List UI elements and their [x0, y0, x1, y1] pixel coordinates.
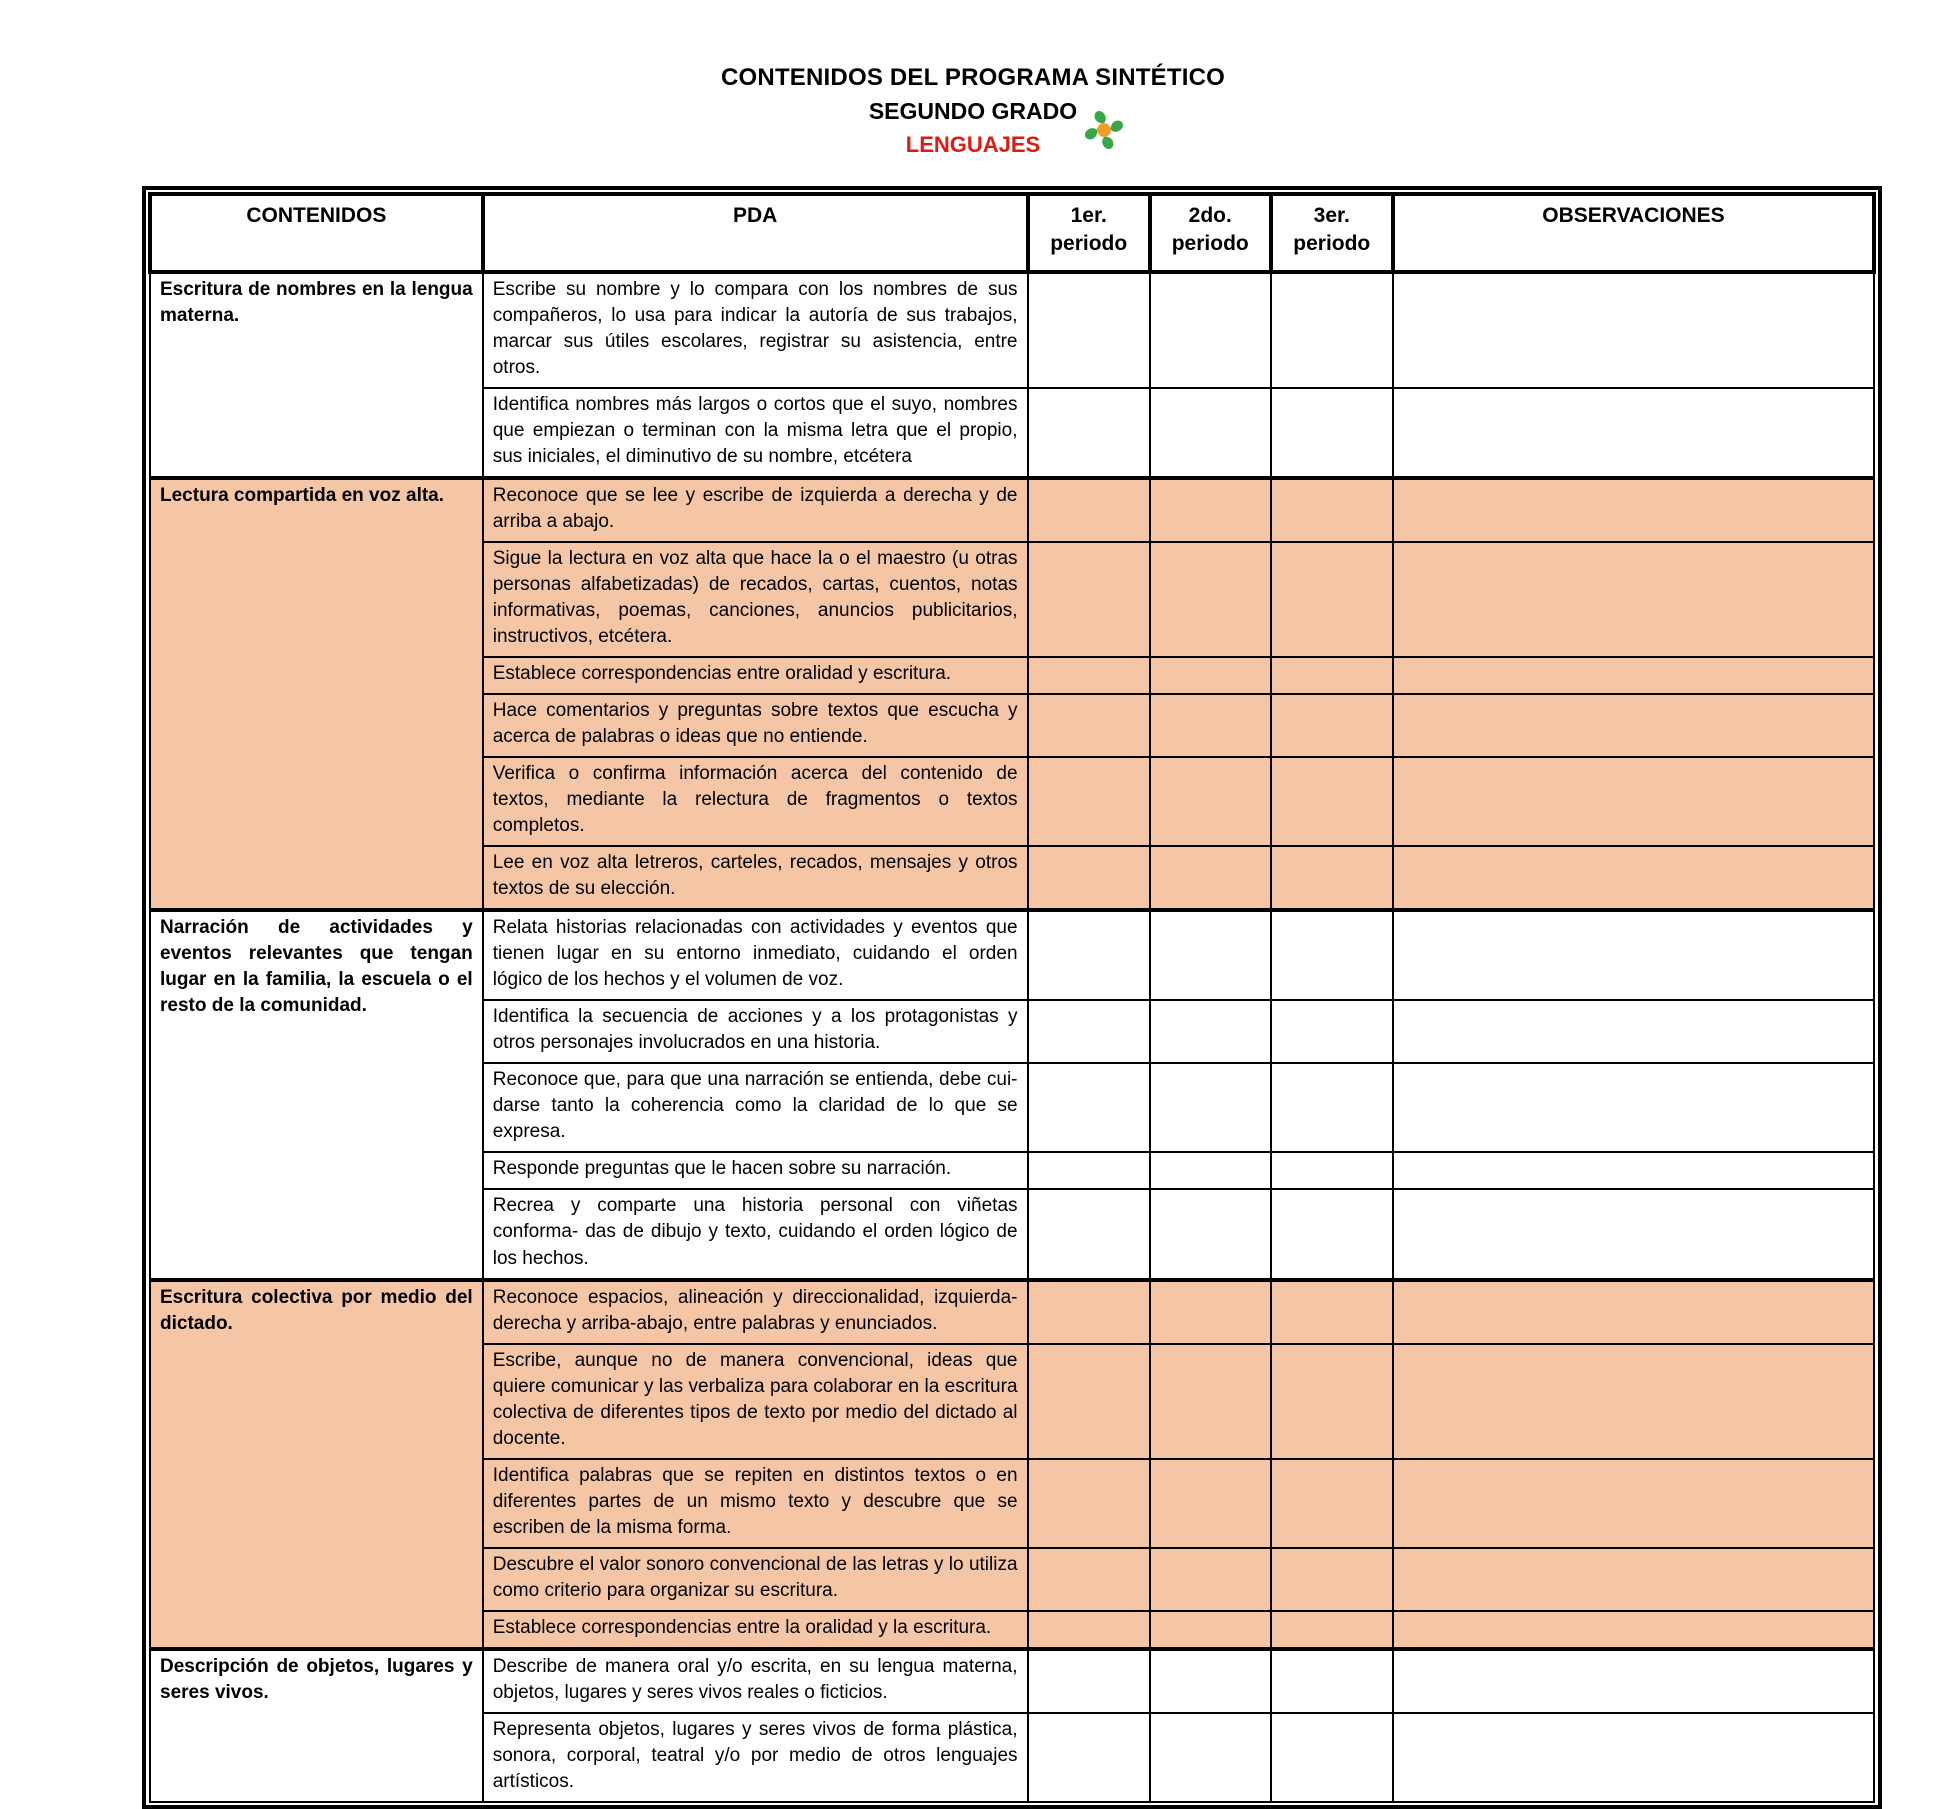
observaciones-cell: [1393, 1189, 1874, 1279]
periodo-3-cell: [1271, 846, 1393, 910]
periodo-2-cell: [1150, 1649, 1271, 1713]
periodo-1-cell: [1028, 757, 1150, 846]
contenido-cell: Escritura colectiva por medio del dictado.: [150, 1280, 483, 1649]
periodo-1-cell: [1028, 1000, 1150, 1063]
table-row: [150, 1649, 1874, 1713]
periodo-1-cell: [1028, 1344, 1150, 1459]
periodo-1-cell: [1028, 542, 1150, 657]
contenido-cell: Descripción de objetos, lugares y seres vivos.: [150, 1649, 483, 1802]
doc-section-title: LENGUAJES: [905, 132, 1041, 157]
pda-cell: Identifica la secuencia de acciones y a los protagonistas y otros personajes involucrados en una historia.: [483, 1000, 1028, 1063]
periodo-3-cell: [1271, 657, 1393, 694]
periodo-1-cell: [1028, 1548, 1150, 1611]
periodo-2-cell: [1150, 846, 1271, 910]
periodo-3-cell: [1271, 1000, 1393, 1063]
pda-cell: Representa objetos, lugares y seres vivos de forma plástica, sonora, corporal, teatral y/o por medio de otros lenguajes artísticos.: [483, 1713, 1028, 1802]
observaciones-cell: [1393, 694, 1874, 757]
observaciones-cell: [1393, 1459, 1874, 1548]
pda-cell: Reconoce que se lee y escribe de izquierda a derecha y de arriba a abajo.: [483, 478, 1028, 542]
observaciones-cell: [1393, 1548, 1874, 1611]
observaciones-cell: [1393, 542, 1874, 657]
pda-cell: Verifica o confirma información acerca del contenido de textos, mediante la relectura de fragmentos o textos completos.: [483, 757, 1028, 846]
table-row: [150, 272, 1874, 388]
observaciones-cell: [1393, 1152, 1874, 1189]
periodo-3-cell: [1271, 1152, 1393, 1189]
doc-subtitle: SEGUNDO GRADO: [868, 98, 1078, 124]
pda-cell: Hace comentarios y preguntas sobre textos que escucha y acerca de palabras o ideas que no entiende.: [483, 694, 1028, 757]
periodo-2-cell: [1150, 1548, 1271, 1611]
pda-cell: Descubre el valor sonoro convencional de las letras y lo utiliza como criterio para organizar su escritura.: [483, 1548, 1028, 1611]
periodo-1-cell: [1028, 272, 1150, 388]
periodo-2-cell: [1150, 1063, 1271, 1152]
periodo-2-cell: [1150, 694, 1271, 757]
periodo-1-cell: [1028, 1063, 1150, 1152]
periodo-3-cell: [1271, 1611, 1393, 1649]
pda-cell: Reconoce espacios, alineación y direccionalidad, izquierda-derecha y arriba-abajo, entre palabras y enunciados.: [483, 1280, 1028, 1344]
periodo-3-cell: [1271, 1280, 1393, 1344]
doc-subtitle-row: [0, 98, 1946, 128]
periodo-1-cell: [1028, 1713, 1150, 1802]
periodo-3-cell: [1271, 1713, 1393, 1802]
periodo-2-cell: [1150, 757, 1271, 846]
periodo-3-cell: [1271, 1649, 1393, 1713]
observaciones-cell: [1393, 388, 1874, 478]
periodo-1-cell: [1028, 694, 1150, 757]
contents-table-frame: [142, 186, 1882, 1809]
contenido-cell: Lectura compartida en voz alta.: [150, 478, 483, 910]
table-row: [150, 1280, 1874, 1344]
periodo-2-cell: [1150, 1344, 1271, 1459]
periodo-1-cell: [1028, 1459, 1150, 1548]
periodo-3-cell: [1271, 1459, 1393, 1548]
periodo-2-cell: [1150, 1189, 1271, 1279]
periodo-3-cell: [1271, 757, 1393, 846]
observaciones-cell: [1393, 1000, 1874, 1063]
observaciones-cell: [1393, 910, 1874, 1000]
observaciones-cell: [1393, 657, 1874, 694]
periodo-3-cell: [1271, 542, 1393, 657]
pda-cell: Escribe su nombre y lo compara con los nombres de sus compañeros, lo usa para indicar la autoría de sus trabajos, marcar sus útiles escolares, registrar su asistencia, entre otros.: [483, 272, 1028, 388]
periodo-2-cell: [1150, 1000, 1271, 1063]
observaciones-cell: [1393, 1344, 1874, 1459]
pda-cell: Reconoce que, para que una narración se entienda, debe cui- darse tanto la coherencia como la claridad de lo que se expresa.: [483, 1063, 1028, 1152]
flower-pinwheel-logo-icon: [1081, 108, 1127, 152]
periodo-3-cell: [1271, 1189, 1393, 1279]
pda-cell: Identifica palabras que se repiten en distintos textos o en diferentes partes de un mismo texto y descubre que se escriben de la misma forma.: [483, 1459, 1028, 1548]
header-observaciones: OBSERVACIONES: [1393, 194, 1874, 272]
observaciones-cell: [1393, 1611, 1874, 1649]
table-body: [150, 272, 1874, 1802]
periodo-3-cell: [1271, 910, 1393, 1000]
periodo-1-cell: [1028, 1280, 1150, 1344]
periodo-3-cell: [1271, 272, 1393, 388]
periodo-3-cell: [1271, 1344, 1393, 1459]
periodo-2-cell: [1150, 1611, 1271, 1649]
header-periodo-3: 3er. periodo: [1271, 194, 1393, 272]
observaciones-cell: [1393, 1713, 1874, 1802]
periodo-1-cell: [1028, 388, 1150, 478]
observaciones-cell: [1393, 846, 1874, 910]
periodo-2-cell: [1150, 272, 1271, 388]
periodo-1-cell: [1028, 657, 1150, 694]
periodo-2-cell: [1150, 1713, 1271, 1802]
observaciones-cell: [1393, 757, 1874, 846]
pda-cell: Lee en voz alta letreros, carteles, recados, mensajes y otros textos de su elección.: [483, 846, 1028, 910]
periodo-3-cell: [1271, 1548, 1393, 1611]
title-block: [0, 64, 1946, 158]
pda-cell: Sigue la lectura en voz alta que hace la o el maestro (u otras personas alfabetizadas) de recados, cartas, cuentos, notas informativas, poemas, canciones, anuncios publicitarios, instructivos, etcétera.: [483, 542, 1028, 657]
periodo-2-cell: [1150, 1459, 1271, 1548]
table-row: [150, 910, 1874, 1000]
observaciones-cell: [1393, 1649, 1874, 1713]
periodo-3-cell: [1271, 478, 1393, 542]
periodo-2-cell: [1150, 910, 1271, 1000]
periodo-3-cell: [1271, 388, 1393, 478]
contenido-cell: Narración de actividades y eventos relevantes que tengan lugar en la familia, la escuela o el resto de la comunidad.: [150, 910, 483, 1279]
periodo-2-cell: [1150, 542, 1271, 657]
doc-title: CONTENIDOS DEL PROGRAMA SINTÉTICO: [721, 64, 1225, 91]
periodo-1-cell: [1028, 1649, 1150, 1713]
periodo-2-cell: [1150, 478, 1271, 542]
periodo-2-cell: [1150, 1280, 1271, 1344]
periodo-3-cell: [1271, 1063, 1393, 1152]
periodo-1-cell: [1028, 846, 1150, 910]
table-header-row: [150, 194, 1874, 272]
pda-cell: Describe de manera oral y/o escrita, en su lengua materna, objetos, lugares y seres vivos reales o ficticios.: [483, 1649, 1028, 1713]
header-periodo-1: 1er. periodo: [1028, 194, 1150, 272]
header-periodo-2: 2do. periodo: [1150, 194, 1271, 272]
periodo-3-cell: [1271, 694, 1393, 757]
periodo-1-cell: [1028, 910, 1150, 1000]
contents-table: [148, 192, 1876, 1803]
pda-cell: Establece correspondencias entre oralidad y escritura.: [483, 657, 1028, 694]
periodo-2-cell: [1150, 388, 1271, 478]
observaciones-cell: [1393, 1280, 1874, 1344]
periodo-1-cell: [1028, 1152, 1150, 1189]
table-row: [150, 478, 1874, 542]
contenido-cell: Escritura de nombres en la lengua materna.: [150, 272, 483, 478]
pda-cell: Escribe, aunque no de manera convencional, ideas que quiere comunicar y las verbaliza para colaborar en la escritura colectiva de diferentes tipos de texto por medio del dictado al docente.: [483, 1344, 1028, 1459]
periodo-2-cell: [1150, 1152, 1271, 1189]
periodo-2-cell: [1150, 657, 1271, 694]
observaciones-cell: [1393, 478, 1874, 542]
header-contenidos: CONTENIDOS: [150, 194, 483, 272]
pda-cell: Identifica nombres más largos o cortos que el suyo, nombres que empiezan o terminan con la misma letra que el propio, sus iniciales, el diminutivo de su nombre, etcétera: [483, 388, 1028, 478]
observaciones-cell: [1393, 1063, 1874, 1152]
pda-cell: Responde preguntas que le hacen sobre su narración.: [483, 1152, 1028, 1189]
observaciones-cell: [1393, 272, 1874, 388]
periodo-1-cell: [1028, 478, 1150, 542]
periodo-1-cell: [1028, 1611, 1150, 1649]
header-pda: PDA: [483, 194, 1028, 272]
periodo-1-cell: [1028, 1189, 1150, 1279]
pda-cell: Recrea y comparte una historia personal con viñetas conforma- das de dibujo y texto, cuidando el orden lógico de los hechos.: [483, 1189, 1028, 1279]
pda-cell: Establece correspondencias entre la oralidad y la escritura.: [483, 1611, 1028, 1649]
pda-cell: Relata historias relacionadas con actividades y eventos que tienen lugar en su entorno inmediato, cuidando el orden lógico de los hechos y el volumen de voz.: [483, 910, 1028, 1000]
